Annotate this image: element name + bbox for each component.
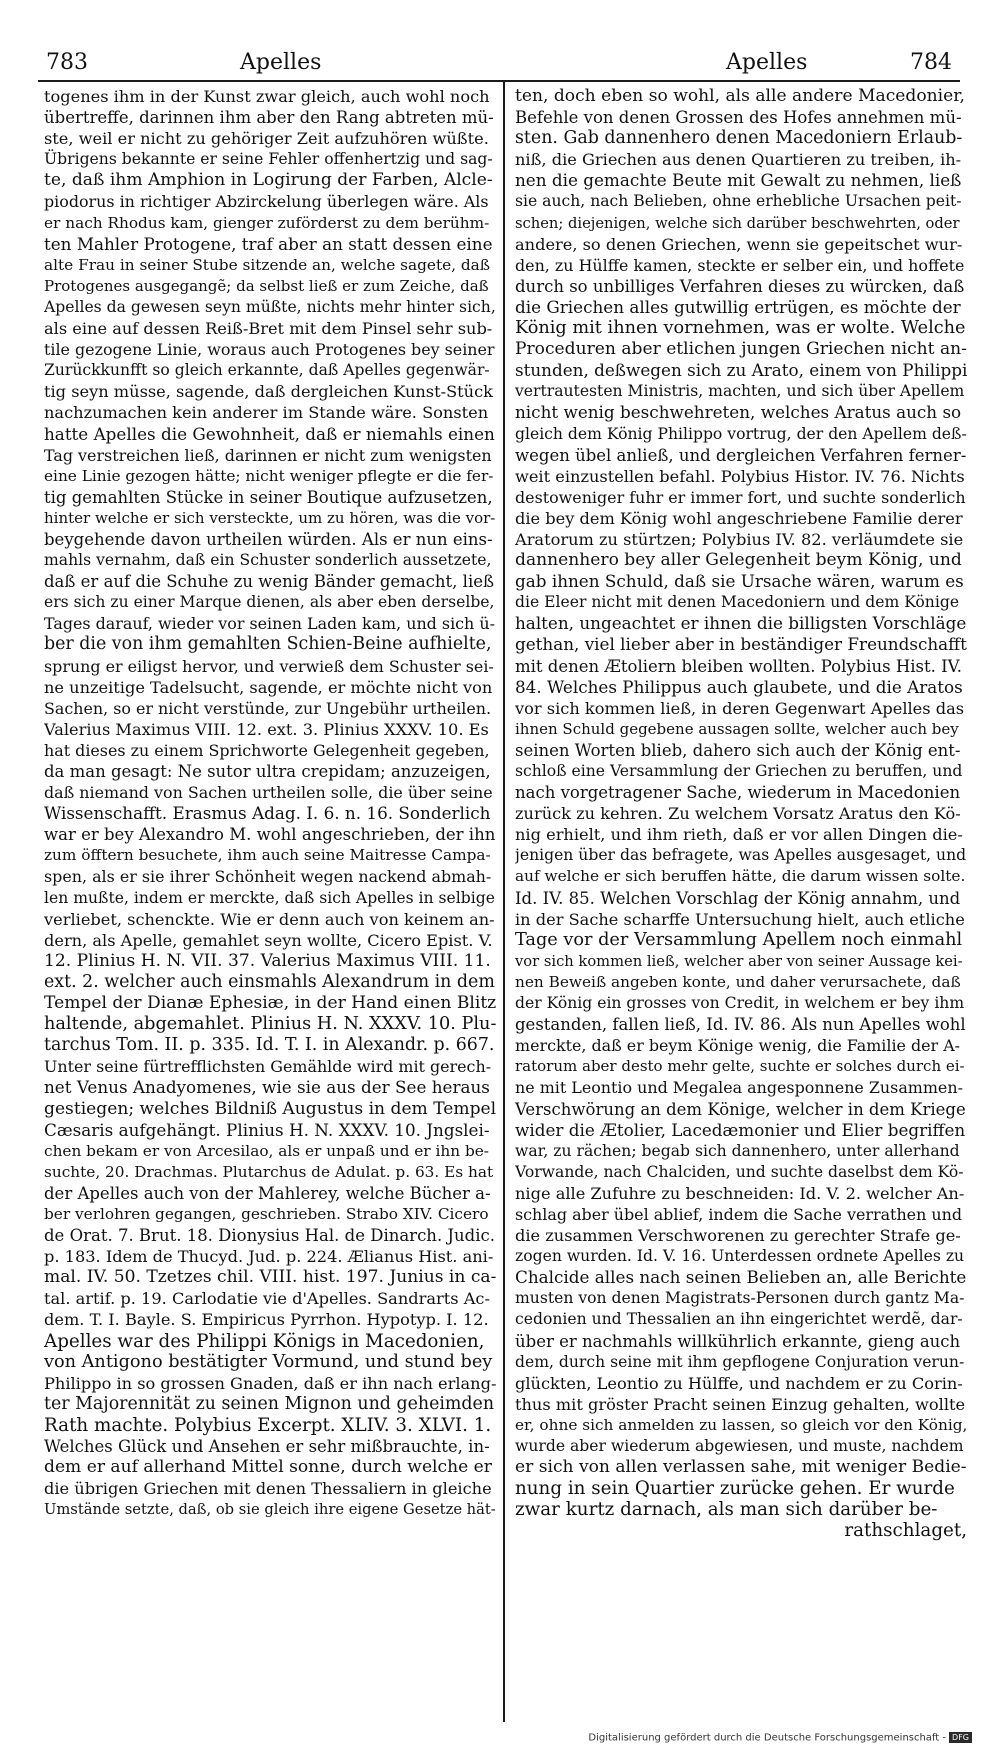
text-line: übertreffe, darinnen ihm aber den Rang abtreten mü- (44, 108, 494, 128)
text-line: te, daß ihm Amphion in Logirung der Farben, Alcle- (44, 170, 493, 191)
text-line: cedonien und Thessalien an ihn eingerichtet werdẽ, dar- (515, 1310, 963, 1329)
text-line: da man gesagt: Ne sutor ultra crepidam; anzuzeigen, (44, 762, 491, 781)
text-line: schlag aber übel ablief, indem die Sache verrathen und (515, 1204, 963, 1224)
footer-text: Digitalisierung gefördert durch die Deutsche Forschungsgemeinschaft - (588, 1732, 947, 1744)
text-line: dem er auf allerhand Mittel sonne, durch welche er (44, 1457, 492, 1478)
text-line: Verschwörung an dem Könige, welcher in dem Kriege (515, 1099, 966, 1119)
text-line: mit denen Ætoliern bleiben wollten. Polybius Hist. IV. (515, 656, 962, 676)
text-line: die bey dem König wohl angeschriebene Familie derer (515, 508, 963, 528)
text-line: dern, als Apelle, gemahlet seyn wollte, Cicero Epist. V. (44, 930, 493, 950)
text-line: chen bekam er von Arcesilao, als er unpaß und er ihn be- (44, 1141, 489, 1160)
text-line: Tage vor der Versammlung Apellem noch einmahl (515, 929, 963, 950)
text-line: Proceduren aber etlichen jungen Griechen nicht an- (515, 339, 967, 360)
text-line: Valerius Maximus VIII. 12. ext. 3. Plinius XXXV. 10. Es (44, 719, 489, 739)
text-line: nicht wenig beschwehreten, welches Aratus auch so (515, 402, 962, 423)
text-line: stunden, deßwegen sich zu Arato, einem von Philippi (515, 360, 967, 381)
text-line: die zusammen Verschworenen zu gerechter Strafe ge- (515, 1226, 961, 1246)
text-line: verliebet, schenckte. Wie er denn auch von keinem an- (44, 909, 495, 929)
text-line: ers sich zu einer Marque dienen, als aber eben derselbe, (44, 593, 495, 612)
text-line: rathschlaget, (844, 1520, 967, 1542)
text-line: ten Mahler Protogene, traf aber an statt dessen eine (44, 233, 493, 254)
text-line: zwar kurtz darnach, als man sich darüber be- (515, 1499, 938, 1521)
column-divider (503, 82, 505, 1722)
text-line: nen Beweiß angeben konte, und daher verursachete, daß (515, 972, 961, 991)
text-line: daß er auf die Schuhe zu wenig Bänder gemacht, ließ (44, 572, 495, 592)
text-line: gestanden, fallen ließ, Id. IV. 86. Als nun Apelles wohl (515, 1015, 966, 1035)
text-line: von Antigono bestätigter Vormund, und stund bey (44, 1351, 493, 1372)
text-line: Cæsaris aufgehängt. Plinius H. N. XXXV. 10. Jngslei- (44, 1119, 490, 1140)
text-line: ten, doch eben so wohl, als alle andere Macedonier, (515, 86, 965, 106)
text-line: hat dieses zu einem Sprichworte Gelegenheit gegeben, (44, 740, 490, 760)
text-line: ratorum aber desto mehr gelte, suchte er solches durch ei- (515, 1057, 965, 1076)
text-line: wegen übel anließ, und dergleichen Verfahren ferner- (515, 445, 967, 465)
text-line: andere, so denen Griechen, wenn sie gepeitschet wur- (515, 234, 963, 254)
text-line: gab ihnen Schuld, daß sie Ursache wären, warum es (515, 571, 964, 592)
text-line: Id. IV. 85. Welchen Vorschlag der König annahm, und (515, 888, 961, 908)
text-line: daß niemand von Sachen urtheilen solle, die über seine (44, 783, 493, 803)
text-line: Welches Glück und Ansehen er sehr mißbrauchte, in- (44, 1437, 490, 1456)
text-line: vor sich kommen ließ, in deren Gegenwart Apelles das (515, 698, 965, 718)
dfg-logo: DFG (949, 1732, 972, 1743)
text-line: Zurückkunfft so gleich erkannte, daß Apelles gegenwär- (44, 361, 490, 380)
text-line: die Eleer nicht mit denen Macedoniern und dem Könige (515, 593, 960, 612)
text-line: togenes ihm in der Kunst zwar gleich, auch wohl noch (44, 87, 490, 106)
text-line: wurde aber wiederum abgewiesen, und muste, nachdem (515, 1437, 964, 1455)
text-line: Umstände setzte, daß, ob sie gleich ihre eigene Gesetze hät- (44, 1501, 496, 1519)
text-line: suchte, 20. Drachmas. Plutarchus de Adulat. p. 63. Es hat (44, 1162, 494, 1181)
right-column (515, 86, 967, 1541)
text-line: tal. artif. p. 19. Carlodatie vie d'Apelles. Sandrarts Ac- (44, 1289, 490, 1309)
header-rule (38, 80, 960, 82)
text-line: Chalcide alles nach seinen Belieben an, alle Berichte (515, 1267, 967, 1288)
text-line: sten. Gab dannenhero denen Macedoniern Erlaub- (515, 128, 963, 149)
text-line: Tages darauf, wieder vor seinen Laden kam, und sich ü- (44, 614, 495, 634)
text-line: nach vorgetragener Sache, wiederum in Macedonien (515, 783, 961, 803)
text-line: Apelles da gewesen seyn müßte, nichts mehr hinter sich, (44, 297, 496, 316)
text-line: 84. Welches Philippus auch glaubete, und die Aratos (515, 676, 963, 697)
text-line: Sachen, so er nicht verstünde, zur Ungebühr urtheilen. (44, 698, 492, 718)
text-line: hinter welche er sich versteckte, um zu hören, was die vor- (44, 508, 496, 527)
text-line: nen die gemachte Beute mit Gewalt zu nehmen, ließ (515, 170, 962, 191)
text-line: König mit ihnen vornehmen, was er wolte. Welche (515, 318, 966, 339)
text-line: gestiegen; welches Bildniß Augustus in dem Tempel (44, 1098, 496, 1119)
text-line: Rath machte. Polybius Excerpt. XLIV. 3. XLVI. 1. (44, 1414, 492, 1436)
text-line: tig seyn müsse, sagende, daß dergleichen Kunst-Stück (44, 382, 493, 402)
text-line: weit einzustellen befahl. Polybius Histor. IV. 76. Nichts (515, 466, 965, 486)
text-line: ne mit Leontio und Megalea angesponnene Zusammen- (515, 1078, 963, 1098)
text-line: schloß eine Versammlung der Griechen zu beruffen, und (515, 762, 963, 780)
running-title-left: Apelles (240, 50, 322, 75)
text-line: tarchus Tom. II. p. 335. Id. T. I. in Alexandr. p. 667. (44, 1035, 495, 1056)
text-line: er nach Rhodus kam, gienger zuförderst zu dem berühm- (44, 213, 490, 232)
text-line: zurück zu kehren. Zu welchem Vorsatz Aratus den Kö- (515, 804, 961, 824)
text-line: ste, weil er nicht zu gehöriger Zeit aufzuhören wüßte. (44, 129, 489, 149)
text-line: über er nachmahls willkührlich erkannte, gieng auch (515, 1331, 961, 1351)
text-line: durch so unbilliges Verfahren dieses zu würcken, daß (515, 276, 965, 296)
text-line: jenigen über das befragete, was Apelles ausgesaget, und (515, 846, 967, 865)
text-line: war, zu rächen; begab sich dannenhero, unter allerhand (515, 1141, 960, 1160)
text-line: spen, als er sie ihrer Schönheit wegen nackend abmah- (44, 867, 492, 887)
text-line: Apelles war des Philippi Königs in Macedonien, (44, 1330, 485, 1352)
text-line: de Orat. 7. Brut. 18. Dionysius Hal. de Dinarch. Judic. (44, 1226, 495, 1246)
text-line: Übrigens bekannte er seine Fehler offenhertzig und sag- (44, 150, 493, 169)
text-line: eine Linie gezogen hätte; nicht weniger pflegte er die fer- (44, 466, 494, 485)
text-line: auf welche er sich beruffen hätte, die darum wissen solte. (515, 867, 966, 886)
text-line: sprung er eiligst hervor, und verwieß dem Schuster sei- (44, 656, 494, 676)
text-line: Protogenes ausgegangẽ; da selbst ließ er zum Zeiche, daß (44, 276, 489, 295)
text-line: Aratorum zu stürtzen; Polybius IV. 82. verläumdete sie (515, 529, 964, 549)
text-line: ihnen Schuld gegebene aussagen sollte, welcher auch bey (515, 719, 959, 738)
text-line: net Venus Anadyomenes, wie sie aus der See heraus (44, 1077, 490, 1098)
text-line: nung in sein Quartier zurücke gehen. Er wurde (515, 1478, 955, 1500)
text-line: vertrautesten Ministris, machten, und sich über Apellem (515, 382, 965, 401)
text-line: Wissenschafft. Erasmus Adag. I. 6. n. 16. Sonderlich (44, 803, 491, 824)
text-line: Befehle von denen Grossen des Hofes annehmen mü- (515, 108, 962, 128)
text-line: ber die von ihm gemahlten Schien-Beine aufhielte, (44, 634, 492, 655)
text-line: tig gemahlten Stücke in seiner Boutique aufzusetzen, (44, 487, 493, 507)
text-line: dem, durch seine mit ihm gepflogene Conjuration verun- (515, 1352, 965, 1371)
text-line: die übrigen Griechen mit denen Thessaliern in gleiche (44, 1479, 492, 1499)
left-column (44, 86, 496, 1520)
text-line: Unter seine fürtrefflichsten Gemählde wird mit gerech- (44, 1057, 492, 1077)
text-line: der Apelles auch von der Mahlerey, welche Bücher a- (44, 1183, 491, 1203)
text-line: den, zu Hülffe kamen, steckte er selber ein, und hoffete (515, 255, 965, 275)
text-line: musten von denen Magistrats-Personen durch gantz Ma- (515, 1289, 965, 1308)
text-line: ne unzeitige Tadelsucht, sagende, er möchte nicht von (44, 677, 493, 697)
page-number-right: 784 (910, 50, 952, 75)
text-line: dannenhero bey aller Gelegenheit beym König, und (515, 550, 962, 571)
digitization-footer (588, 1732, 972, 1744)
page-header (40, 50, 958, 78)
running-title-right: Apelles (726, 50, 808, 75)
text-line: tile gezogene Linie, woraus auch Protogenes bey seiner (44, 340, 495, 360)
text-line: in der Sache scharffe Untersuchung hielt, auch etliche (515, 909, 965, 929)
text-line: ext. 2. welcher auch einsmahls Alexandrum in dem (44, 971, 495, 992)
text-line: als eine auf dessen Reiß-Bret mit dem Pinsel sehr sub- (44, 319, 493, 339)
text-line: nige alle Zufuhre zu beschneiden: Id. V. 2. welcher An- (515, 1183, 965, 1203)
page-number-left: 783 (46, 50, 88, 75)
text-line: destoweniger fuhr er immer fort, und suchte sonderlich (515, 487, 966, 507)
text-line: der König ein grosses von Credit, in welchem er bey ihm (515, 994, 965, 1013)
text-line: dem. T. I. Bayle. S. Empiricus Pyrrhon. Hypotyp. I. 12. (44, 1310, 489, 1330)
text-line: piodorus in richtiger Abzirckelung überlegen wäre. Als (44, 192, 489, 212)
text-line: gleich dem König Philippo vortrug, der den Apellem deß- (515, 424, 967, 443)
text-line: 12. Plinius H. N. VII. 37. Valerius Maximus VIII. 11. (44, 950, 491, 971)
text-line: haltende, abgemahlet. Plinius H. N. XXXV. 10. Plu- (44, 1014, 496, 1035)
text-line: ter Majorennität zu seinen Mignon und geheimden (44, 1393, 495, 1414)
text-line: nachzumachen kein anderer im Stande wäre. Sonsten (44, 403, 489, 423)
text-line: er sich von allen verlassen sahe, mit weniger Bedie- (515, 1457, 967, 1478)
text-line: nig erhielt, und ihm rieth, daß er vor allen Dingen die- (515, 825, 963, 845)
text-line: war er bey Alexandro M. wohl angeschrieben, der ihn (44, 825, 496, 845)
text-line: sie auch, nach Belieben, ohne erhebliche Ursachen peit- (515, 192, 962, 211)
text-line: vor sich kommen ließ, welcher aber von seiner Aussage kei- (515, 952, 963, 970)
text-line: hatte Apelles die Gewohnheit, daß er niemahls einen (44, 423, 495, 444)
text-line: niß, die Griechen aus denen Quartieren zu treiben, ih- (515, 150, 962, 170)
text-line: er, ohne sich anmelden zu lassen, so gleich vor den König, (515, 1415, 967, 1434)
text-line: merckte, daß er beym Könige wenig, die Familie der A- (515, 1036, 961, 1056)
text-line: mal. IV. 50. Tzetzes chil. VIII. hist. 197. Junius in ca- (44, 1267, 496, 1288)
text-line: ber verlohren gegangen, geschrieben. Strabo XIV. Cicero (44, 1204, 489, 1223)
text-line: zum öfftern besuchete, ihm auch seine Maitresse Campa- (44, 846, 491, 865)
text-line: halten, ungeachtet er ihnen die billigsten Vorschläge (515, 613, 967, 634)
text-line: Philippo in so grossen Gnaden, daß er ihn nach erlang- (44, 1373, 496, 1393)
text-line: Tempel der Dianæ Ephesiæ, in der Hand einen Blitz (44, 993, 496, 1014)
text-line: gethan, viel lieber aber in beständiger Freundschafft (515, 634, 967, 655)
text-line: glückten, Leontio zu Hülffe, und nachdem er zu Corin- (515, 1373, 963, 1393)
text-line: alte Frau in seiner Stube sitzende an, welche sagete, daß (44, 255, 490, 274)
text-line: beygehende davon urtheilen würden. Als er nun eins- (44, 529, 493, 549)
text-line: wider die Ætolier, Lacedæmonier und Elier begriffen (515, 1119, 966, 1140)
text-line: mahls vernahm, daß ein Schuster sonderlich aussetzete, (44, 551, 492, 570)
text-line: len mußte, indem er merckte, daß sich Apelles in selbige (44, 888, 495, 907)
text-line: thus mit gröster Pracht seinen Einzug gehalten, wollte (515, 1394, 966, 1414)
text-line: schen; diejenigen, welche sich darüber beschwehrten, oder (515, 214, 960, 232)
text-line: die Griechen alles gutwillig ertrügen, es möchte der (515, 296, 961, 317)
text-line: p. 183. Idem de Thucyd. Jud. p. 224. Ælianus Hist. ani- (44, 1247, 494, 1267)
text-line: Tag verstreichen ließ, darinnen er nicht zum wenigsten (44, 445, 492, 465)
text-line: seinen Worten blieb, dahero sich auch der König ent- (515, 740, 961, 760)
text-line: zogen wurden. Id. V. 16. Unterdessen ordnete Apelles zu (515, 1247, 965, 1266)
text-line: Vorwande, nach Chalciden, und suchte daselbst dem Kö- (515, 1162, 964, 1181)
